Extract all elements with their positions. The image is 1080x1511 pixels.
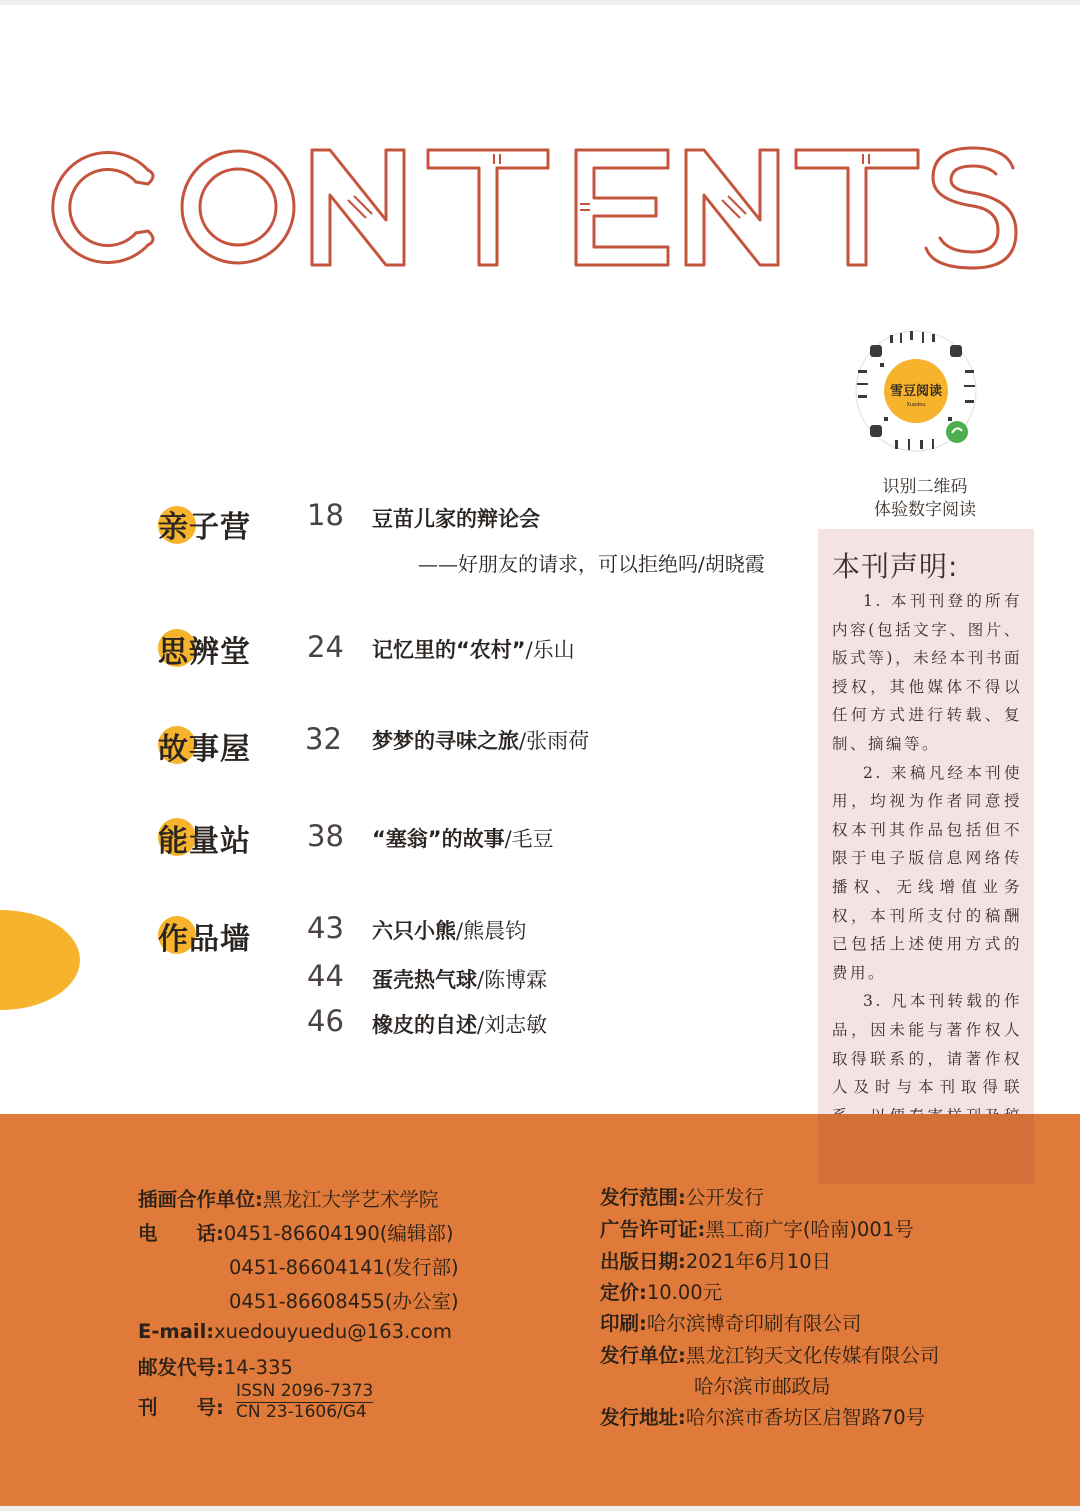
ad-license-row (600, 1214, 914, 1242)
qr-caption-line1: 识别二维码 (882, 477, 968, 497)
contents-title-art (48, 140, 1023, 275)
toc-entry-author: /陈博霖 (477, 968, 548, 992)
value: 10.00元 (646, 1281, 723, 1304)
qr-center-sub: Xuedou (906, 402, 926, 408)
notice-paragraph-1: 1. 本刊刊登的所有内容(包括文字、图片、版式等)，未经本刊书面授权，其他媒体不得以任何方式进行转载、复制、摘编等。 (832, 592, 1022, 753)
page-number: 46 (307, 1004, 344, 1038)
publish-date-row (600, 1246, 831, 1274)
notice-box-overlap (818, 1114, 1034, 1184)
label: 发行范围: (600, 1186, 686, 1209)
issn-block (236, 1382, 373, 1422)
notice-paragraph-2: 2. 来稿凡经本刊使用，均视为作者同意授权本刊其作品包括但不限于电子版信息网络传播权、无线增值业务权，本刊所支付的稿酬已包括上述使用方式的费用。 (832, 763, 1022, 982)
qr-code[interactable] (850, 325, 982, 457)
top-band (0, 0, 1080, 5)
phone-row-2: 0451-86604141(发行部) (229, 1256, 459, 1279)
qr-caption (840, 476, 1010, 522)
page-number: 44 (307, 959, 344, 993)
label: 出版日期: (600, 1250, 686, 1273)
toc-entry-6[interactable] (372, 964, 547, 994)
toc-entry-title: 豆苗儿家的辩论会 (372, 507, 540, 531)
page-number: 38 (307, 819, 344, 853)
page-number: 18 (307, 498, 344, 532)
toc-entry-2[interactable] (372, 634, 575, 664)
printer-row (600, 1308, 861, 1336)
toc-entry-subtitle: ——好朋友的请求，可以拒绝吗/胡晓霞 (418, 552, 765, 576)
label: 发行单位: (600, 1344, 686, 1367)
distributor-row (600, 1340, 939, 1368)
label: 电 话: (138, 1222, 224, 1245)
label: 插画合作单位: (138, 1188, 263, 1211)
value: 黑工商广字(哈南)001号 (705, 1218, 914, 1241)
postal-code-row (138, 1352, 293, 1380)
section-name: 思辨堂 (158, 635, 251, 670)
price-row (600, 1277, 722, 1305)
label: 定价: (600, 1281, 647, 1304)
toc-entry-title: 记忆里的“农村” (372, 638, 526, 662)
phone-row-1 (138, 1218, 453, 1246)
toc-entry-author: /乐山 (525, 638, 575, 662)
notice-paragraph-3: 3. 凡本刊转载的作品，因未能与著作权人取得联系的，请著作权人及时与本刊取得联 (832, 992, 1022, 1097)
section-name: 亲子营 (158, 510, 251, 545)
value: 0451-86604190(编辑部) (223, 1222, 454, 1245)
page-number: 43 (307, 911, 344, 945)
phone-row-3: 0451-86608455(办公室) (229, 1290, 459, 1313)
toc-entry-3[interactable] (372, 725, 589, 755)
toc-entry-author: /毛豆 (504, 827, 554, 851)
notice-box (818, 529, 1034, 1184)
section-name: 故事屋 (158, 732, 251, 767)
bottom-band (0, 1506, 1080, 1511)
notice-body (832, 587, 1022, 1159)
qr-center-label: 雪豆阅读 (889, 384, 943, 399)
address-row (600, 1402, 925, 1430)
toc-entry-author: /张雨荷 (519, 729, 590, 753)
page-number: 32 (305, 722, 342, 756)
section-name: 能量站 (158, 824, 251, 859)
illustration-partner (138, 1184, 438, 1212)
kanhao-label: 刊 号: (138, 1396, 224, 1419)
label: 印刷: (600, 1312, 647, 1335)
value: 哈尔滨市香坊区启智路70号 (685, 1406, 926, 1429)
email-row (138, 1320, 452, 1343)
value: 公开发行 (685, 1186, 764, 1209)
toc-entry-author: /熊晨钧 (456, 919, 527, 943)
cn-number: CN 23-1606/G4 (236, 1402, 367, 1422)
value: 2021年6月10日 (685, 1250, 832, 1273)
toc-entry-title: “塞翁”的故事 (372, 827, 505, 851)
value: 黑龙江大学艺术学院 (262, 1188, 439, 1211)
footer-info-panel (0, 1114, 1080, 1506)
value: 黑龙江钧天文化传媒有限公司 (685, 1344, 940, 1367)
value: 哈尔滨博奇印刷有限公司 (646, 1312, 862, 1335)
notice-title: 本刊声明: (832, 550, 959, 583)
toc-entry-title: 橡皮的自述 (372, 1013, 477, 1037)
toc-entry-7[interactable] (372, 1009, 547, 1039)
decorative-circle (0, 910, 80, 1010)
issn-number: ISSN 2096-7373 (236, 1381, 374, 1401)
section-name: 作品墙 (158, 922, 251, 957)
scope-row (600, 1182, 764, 1210)
value: 14-335 (223, 1356, 293, 1379)
toc-entry-title: 蛋壳热气球 (372, 968, 477, 992)
toc-entry-1[interactable] (372, 503, 540, 533)
toc-entry-author: /刘志敏 (477, 1013, 548, 1037)
distributor-row-2: 哈尔滨市邮政局 (694, 1375, 831, 1398)
toc-entry-4[interactable] (372, 823, 554, 853)
label: 广告许可证: (600, 1218, 706, 1241)
page-number: 24 (307, 630, 344, 664)
label: 发行地址: (600, 1406, 686, 1429)
label: E-mail: (138, 1320, 215, 1343)
toc-entry-title: 梦梦的寻味之旅 (372, 729, 519, 753)
toc-entry-5[interactable] (372, 915, 526, 945)
label: 邮发代号: (138, 1356, 224, 1379)
email-link[interactable]: xuedouyuedu@163.com (214, 1320, 452, 1343)
qr-caption-line2: 体验数字阅读 (874, 500, 976, 520)
toc-entry-title: 六只小熊 (372, 919, 456, 943)
